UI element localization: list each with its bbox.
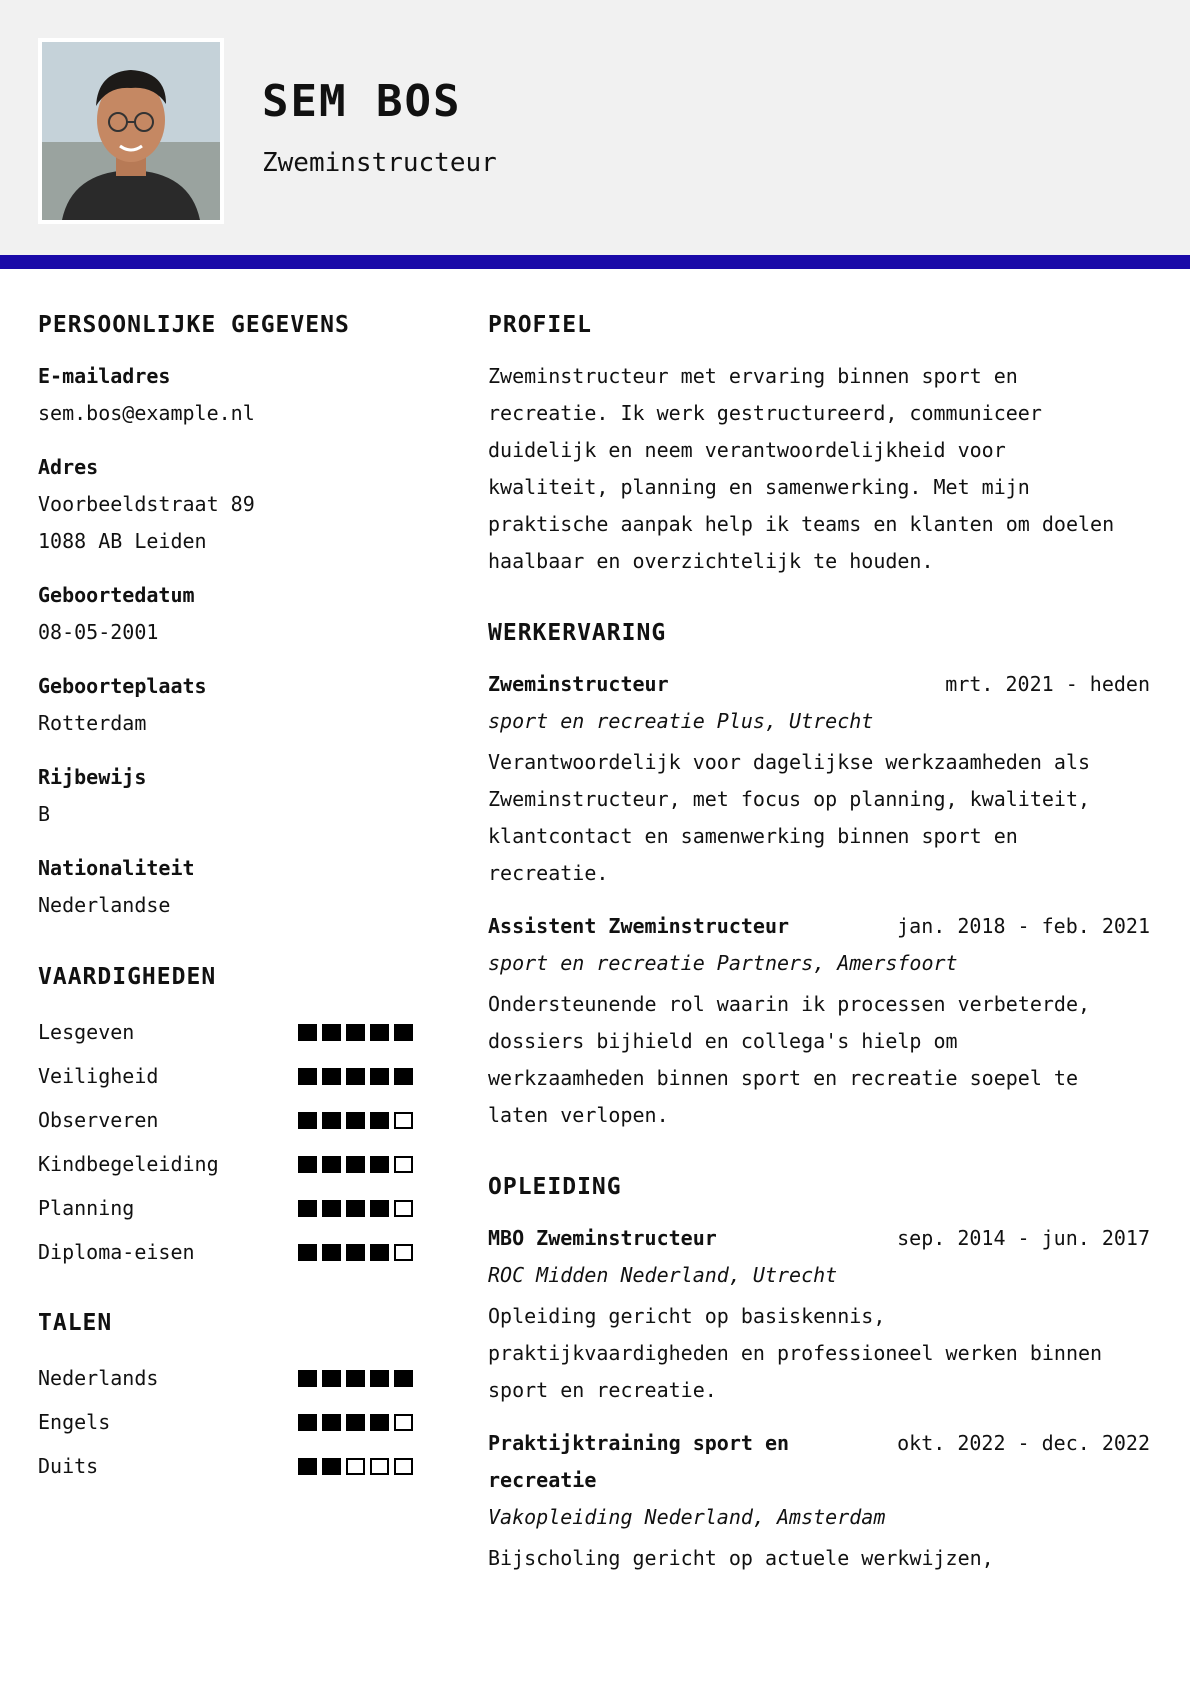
rating-empty-square — [370, 1458, 389, 1475]
rating-filled-square — [298, 1370, 317, 1387]
rating-filled-square — [298, 1244, 317, 1261]
header-accent-bar — [0, 255, 1190, 269]
skill-row — [38, 1142, 438, 1186]
education-section — [488, 1174, 1150, 1577]
rating-filled-square — [298, 1112, 317, 1129]
experience-entry — [488, 908, 1150, 1134]
rating-filled-square — [298, 1458, 317, 1475]
experience-entry-head — [488, 666, 1150, 703]
education-list — [488, 1220, 1150, 1577]
skill-rating — [298, 1112, 413, 1129]
skill-row — [38, 1230, 438, 1274]
rating-filled-square — [322, 1112, 341, 1129]
experience-description-line: laten verlopen. — [488, 1103, 669, 1127]
personal-field-value: sem.bos@example.nl — [38, 401, 255, 425]
experience-description-line: Ondersteunende rol waarin ik processen verbeterde, — [488, 992, 1091, 1016]
rating-empty-square — [394, 1414, 413, 1431]
rating-filled-square — [370, 1024, 389, 1041]
rating-empty-square — [394, 1200, 413, 1217]
personal-field-value: B — [38, 802, 51, 826]
skill-rating — [298, 1156, 413, 1173]
personal-field-label: Rijbewijs — [38, 765, 147, 789]
skill-name: Lesgeven — [38, 1020, 135, 1044]
language-rating — [298, 1370, 413, 1387]
personal-field — [38, 850, 438, 924]
skill-name: Kindbegeleiding — [38, 1152, 219, 1176]
rating-filled-square — [346, 1414, 365, 1431]
education-description-line: Opleiding gericht op basiskennis, — [488, 1304, 886, 1328]
person-name: SEM BOS — [262, 76, 462, 127]
skill-row — [38, 1098, 438, 1142]
profile-line: praktische aanpak help ik teams en klanten om doelen — [488, 512, 1115, 536]
profile-section-title: PROFIEL — [488, 312, 592, 338]
rating-filled-square — [322, 1200, 341, 1217]
education-entry — [488, 1425, 1150, 1577]
rating-filled-square — [346, 1156, 365, 1173]
rating-filled-square — [298, 1068, 317, 1085]
rating-empty-square — [346, 1458, 365, 1475]
rating-filled-square — [298, 1414, 317, 1431]
language-name: Duits — [38, 1454, 99, 1478]
education-date: okt. 2022 - dec. 2022 — [897, 1431, 1150, 1455]
education-role: Praktijktraining sport en recreatie — [488, 1431, 790, 1492]
personal-field — [38, 577, 438, 651]
right-column — [488, 312, 1150, 1617]
personal-field-label: Nationaliteit — [38, 856, 195, 880]
language-rating — [298, 1414, 413, 1431]
personal-field-label: Geboortedatum — [38, 583, 195, 607]
rating-filled-square — [370, 1414, 389, 1431]
personal-field-value: Nederlandse — [38, 893, 171, 917]
rating-empty-square — [394, 1112, 413, 1129]
personal-field-value: Rotterdam — [38, 711, 147, 735]
education-section-title: OPLEIDING — [488, 1174, 622, 1200]
rating-empty-square — [394, 1244, 413, 1261]
profile-line: haalbaar en overzichtelijk te houden. — [488, 549, 934, 573]
experience-date: jan. 2018 - feb. 2021 — [897, 914, 1150, 938]
profile-line: duidelijk en neem verantwoordelijkheid voor — [488, 438, 1006, 462]
education-role: MBO Zweminstructeur — [488, 1226, 717, 1250]
rating-filled-square — [346, 1112, 365, 1129]
skill-name: Observeren — [38, 1108, 159, 1132]
experience-date: mrt. 2021 - heden — [945, 672, 1150, 696]
rating-filled-square — [322, 1370, 341, 1387]
experience-description-line: recreatie. — [488, 861, 609, 885]
rating-filled-square — [370, 1244, 389, 1261]
experience-description-line: Verantwoordelijk voor dagelijkse werkzaamheden als — [488, 750, 1091, 774]
languages-section — [38, 1310, 438, 1488]
rating-filled-square — [370, 1156, 389, 1173]
profile-line: kwaliteit, planning en samenwerking. Met mijn — [488, 475, 1030, 499]
rating-filled-square — [370, 1370, 389, 1387]
rating-filled-square — [322, 1244, 341, 1261]
skill-name: Diploma-eisen — [38, 1240, 195, 1264]
education-organization: Vakopleiding Nederland, Amsterdam — [488, 1505, 886, 1529]
rating-filled-square — [322, 1024, 341, 1041]
personal-field — [38, 358, 438, 432]
education-description-line: sport en recreatie. — [488, 1378, 717, 1402]
skill-name: Planning — [38, 1196, 135, 1220]
rating-filled-square — [322, 1414, 341, 1431]
rating-filled-square — [370, 1112, 389, 1129]
education-description-line: praktijkvaardigheden en professioneel werken binnen — [488, 1341, 1103, 1365]
rating-filled-square — [346, 1200, 365, 1217]
skill-rating — [298, 1244, 413, 1261]
language-name: Engels — [38, 1410, 111, 1434]
language-row — [38, 1444, 438, 1488]
language-row — [38, 1356, 438, 1400]
profile-photo — [42, 42, 220, 220]
education-date: sep. 2014 - jun. 2017 — [897, 1226, 1150, 1250]
personal-section-title: PERSOONLIJKE GEGEVENS — [38, 312, 350, 338]
personal-field — [38, 668, 438, 742]
experience-description-line: dossiers bijhield en collega's hielp om — [488, 1029, 958, 1053]
skills-section-title: VAARDIGHEDEN — [38, 964, 217, 990]
education-organization: ROC Midden Nederland, Utrecht — [488, 1263, 838, 1287]
experience-entry — [488, 666, 1150, 892]
personal-field-label: Geboorteplaats — [38, 674, 207, 698]
skills-list — [38, 1010, 438, 1274]
personal-field-value: 1088 AB Leiden — [38, 529, 207, 553]
rating-filled-square — [394, 1024, 413, 1041]
skill-name: Veiligheid — [38, 1064, 159, 1088]
rating-filled-square — [298, 1200, 317, 1217]
rating-empty-square — [394, 1156, 413, 1173]
rating-filled-square — [298, 1024, 317, 1041]
rating-filled-square — [394, 1068, 413, 1085]
rating-filled-square — [346, 1244, 365, 1261]
education-entry — [488, 1220, 1150, 1409]
language-name: Nederlands — [38, 1366, 159, 1390]
experience-description-line: werkzaamheden binnen sport en recreatie soepel te — [488, 1066, 1079, 1090]
experience-section — [488, 620, 1150, 1134]
personal-field-label: Adres — [38, 455, 99, 479]
profile-text — [488, 358, 1150, 580]
rating-filled-square — [322, 1458, 341, 1475]
rating-filled-square — [346, 1068, 365, 1085]
skill-rating — [298, 1200, 413, 1217]
experience-description-line: Zweminstructeur, met focus op planning, kwaliteit, — [488, 787, 1091, 811]
experience-entry-head — [488, 908, 1150, 945]
rating-filled-square — [394, 1370, 413, 1387]
personal-field-value: 08-05-2001 — [38, 620, 159, 644]
languages-list — [38, 1356, 438, 1488]
personal-field — [38, 449, 438, 560]
personal-field-value: Voorbeeldstraat 89 — [38, 492, 255, 516]
left-column — [38, 312, 438, 1488]
profile-section — [488, 312, 1150, 580]
rating-filled-square — [298, 1156, 317, 1173]
rating-empty-square — [394, 1458, 413, 1475]
personal-fields — [38, 358, 438, 924]
skill-rating — [298, 1068, 413, 1085]
language-rating — [298, 1458, 413, 1475]
language-row — [38, 1400, 438, 1444]
skills-section — [38, 964, 438, 1274]
experience-section-title: WERKERVARING — [488, 620, 667, 646]
skill-row — [38, 1010, 438, 1054]
skill-rating — [298, 1024, 413, 1041]
skill-row — [38, 1054, 438, 1098]
portrait-illustration — [42, 42, 220, 220]
profile-line: Zweminstructeur met ervaring binnen sport en — [488, 364, 1018, 388]
languages-section-title: TALEN — [38, 1310, 113, 1336]
experience-role: Assistent Zweminstructeur — [488, 914, 790, 938]
personal-field-label: E-mailadres — [38, 364, 171, 388]
profile-line: recreatie. Ik werk gestructureerd, communiceer — [488, 401, 1042, 425]
education-description-line: Bijscholing gericht op actuele werkwijzen, — [488, 1546, 994, 1570]
education-entry-head — [488, 1220, 1150, 1257]
person-job-title: Zweminstructeur — [262, 148, 497, 178]
profile-photo-frame — [38, 38, 224, 224]
education-entry-head — [488, 1425, 1150, 1499]
rating-filled-square — [322, 1068, 341, 1085]
experience-organization: sport en recreatie Plus, Utrecht — [488, 709, 874, 733]
experience-description-line: klantcontact en samenwerking binnen sport en — [488, 824, 1018, 848]
personal-field — [38, 759, 438, 833]
rating-filled-square — [346, 1024, 365, 1041]
rating-filled-square — [370, 1068, 389, 1085]
experience-role: Zweminstructeur — [488, 672, 669, 696]
rating-filled-square — [370, 1200, 389, 1217]
skill-row — [38, 1186, 438, 1230]
rating-filled-square — [322, 1156, 341, 1173]
experience-organization: sport en recreatie Partners, Amersfoort — [488, 951, 958, 975]
experience-list — [488, 666, 1150, 1134]
rating-filled-square — [346, 1370, 365, 1387]
